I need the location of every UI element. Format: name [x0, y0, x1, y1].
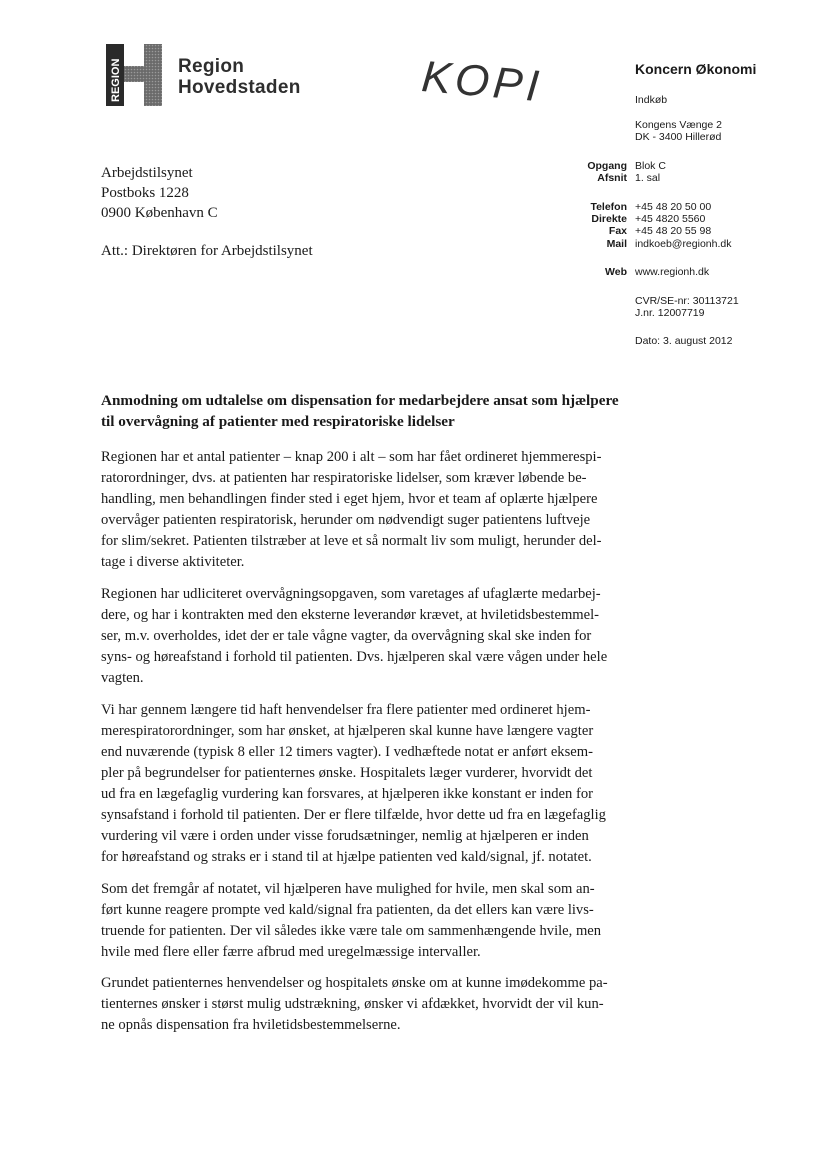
opgang-value: Blok C: [635, 160, 666, 172]
paragraph-line: ser, m.v. overholdes, idet der er tale vågne vagter, da overvågning skal ske inden for: [101, 628, 592, 644]
paragraph-line: dere, og har i kontrakten med den eksterne leverandør krævet, at hviletidsbestemmel-: [101, 607, 600, 623]
direkte-label: Direkte: [591, 213, 627, 225]
paragraph-line: syns- og høreafstand i forhold til patienten. Dvs. hjælperen skal være vågen under hele: [101, 649, 608, 665]
body-paragraph-2: [101, 584, 624, 689]
paragraph-line: ne opnås dispensation fra hviletidsbestemmelserne.: [101, 1017, 401, 1033]
paragraph-line: handling, men behandlingen finder sted i eget hjem, hvor et team af oplærte hjælpere: [101, 491, 598, 507]
paragraph-line: truende for patienten. Der vil således ikke være tale om sammenhængende hvile, men: [101, 923, 602, 939]
sender-department: Koncern Økonomi: [635, 61, 757, 77]
paragraph-line: vurdering vil være i orden under visse forudsætninger, nemlig at hjælperen er inden: [101, 828, 589, 844]
subject-line1: Anmodning om udtalelse om dispensation for medarbejdere ansat som hjælpere: [101, 392, 619, 409]
fax-value: +45 48 20 55 98: [635, 225, 712, 237]
paragraph-line: ratorordninger, dvs. at patienten har respiratoriske lidelser, som kræver løbende be-: [101, 470, 587, 486]
logo-vertical-text: REGION: [110, 58, 122, 102]
paragraph-line: Vi har gennem længere tid haft henvendelser fra flere patienter med ordineret hjem-: [101, 702, 591, 718]
paragraph-line: Regionen har udliciteret overvågningsopgaven, som varetages af ufaglærte medarbej-: [101, 586, 601, 602]
paragraph-line: Som det fremgår af notatet, vil hjælperen have mulighed for hvile, men skal som an-: [101, 881, 595, 897]
letter-date: Dato: 3. august 2012: [635, 335, 733, 347]
body-paragraph-4: [101, 879, 624, 963]
afsnit-label: Afsnit: [597, 172, 627, 184]
logo-name-line2: Hovedstaden: [178, 77, 301, 98]
body-paragraph-5: [101, 973, 624, 1036]
paragraph-line: merespiratorordninger, som har ønsket, at hjælperen skal kunne have længere vagter: [101, 723, 594, 739]
paragraph-line: Grundet patienternes henvendelser og hospitalets ønske om at kunne imødekomme pa-: [101, 975, 608, 991]
opgang-label: Opgang: [587, 160, 627, 172]
telefon-value: +45 48 20 50 00: [635, 201, 712, 213]
body-paragraph-1: [101, 447, 624, 573]
paragraph-line: tage i diverse aktiviteter.: [101, 554, 245, 570]
fax-label: Fax: [608, 225, 627, 237]
body-paragraph-3: [101, 700, 624, 868]
paragraph-line: vagten.: [101, 670, 144, 686]
sender-address-line1: Kongens Vænge 2: [635, 119, 722, 131]
paragraph-line: synsafstand i forhold til patienten. Der er flere tilfælde, hvor dette ud fra en lægefaglig: [101, 807, 606, 823]
recipient-line1: Arbejdstilsynet: [101, 165, 193, 181]
recipient-attention: Att.: Direktøren for Arbejdstilsynet: [101, 243, 313, 259]
web-value: www.regionh.dk: [635, 266, 710, 278]
kopi-stamp: KOPI: [419, 52, 545, 112]
web-label: Web: [605, 266, 627, 278]
paragraph-line: Regionen har et antal patienter – knap 200 i alt – som har fået ordineret hjemmerespi-: [101, 449, 602, 465]
paragraph-line: tienternes ønsker i størst mulig udstrækning, ønsker vi afdækket, hvorvidt der vil kun-: [101, 996, 604, 1012]
paragraph-line: hvile med flere eller færre afbrud med uregelmæssige intervaller.: [101, 944, 481, 960]
mail-value: indkoeb@regionh.dk: [635, 238, 732, 250]
sender-unit: Indkøb: [635, 94, 668, 106]
subject-line2: til overvågning af patienter med respiratoriske lidelser: [101, 413, 455, 430]
paragraph-line: for høreafstand og straks er i stand til at hjælpe patienten ved kald/signal, jf. notatet.: [101, 849, 592, 865]
letter-subject: [101, 390, 631, 432]
paragraph-line: overvåger patienten respiratorisk, herunder om nødvendigt suger patientens luftveje: [101, 512, 591, 528]
afsnit-value: 1. sal: [635, 172, 661, 184]
recipient-line3: 0900 København C: [101, 205, 218, 221]
logo-name-line1: Region: [178, 56, 245, 77]
mail-label: Mail: [606, 238, 627, 250]
paragraph-line: ført kunne reagere prompte ved kald/signal fra patienten, da det ellers kan være livs-: [101, 902, 594, 918]
direkte-value: +45 4820 5560: [635, 213, 706, 225]
journal-number: J.nr. 12007719: [635, 307, 705, 319]
sender-address-line2: DK - 3400 Hillerød: [635, 131, 722, 143]
cvr-number: CVR/SE-nr: 30113721: [635, 295, 739, 307]
paragraph-line: ud fra en lægefaglig vurdering kan forsvares, at hjælperen ikke konstant er inden for: [101, 786, 593, 802]
telefon-label: Telefon: [590, 201, 627, 213]
paragraph-line: end nuværende (typisk 8 eller 12 timers vagter). I vedhæftede notat er anført eksem-: [101, 744, 593, 760]
paragraph-line: for slim/sekret. Patienten tilstræber at leve et så normalt liv som muligt, herunder del-: [101, 533, 602, 549]
paragraph-line: pler på begrundelser for patienternes ønske. Hospitalets læger vurderer, hvorvidt det: [101, 765, 593, 781]
region-logo: [106, 44, 162, 106]
recipient-line2: Postboks 1228: [101, 185, 189, 201]
